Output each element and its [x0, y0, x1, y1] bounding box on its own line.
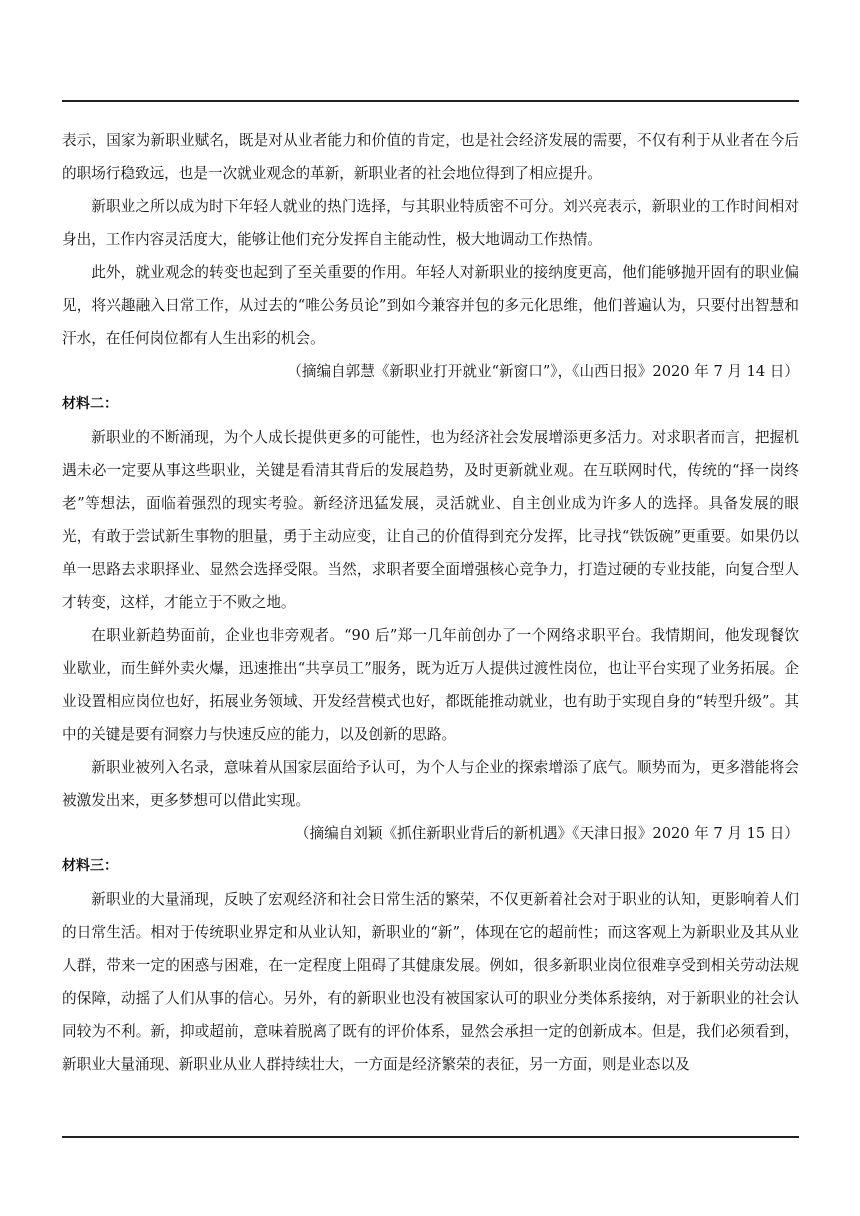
- source-citation: （摘编自郭慧《新职业打开就业“新窗口”》，《山西日报》2020 年 7 月 14 日）: [287, 363, 799, 380]
- paragraph: 新职业被列入名录，意味着从国家层面给予认可，为个人与企业的探索增添了底气。顺势而为，更多潜能将会被激发出来，更多梦想可以借此实现。: [62, 759, 799, 809]
- paragraph: 新职业的大量涌现，反映了宏观经济和社会日常生活的繁荣，不仅更新着社会对于职业的认知，更影响着人们的日常生活。相对于传统职业界定和从业认知，新职业的“新”，体现在它的超前性；而这客观上为新职业及其从业人群，带来一定的困惑与困难，在一定程度上阻碍了其健康发展。例如，很多新职业岗位很难享受到相关劳动法规的保障，动摇了人们从事的信心。另外，有的新职业也没有被国家认可的职业分类体系接纳，对于新职业的社会认同较为不利。新，抑或超前，意味着脱离了既有的评价体系，显然会承担一定的创新成本。但是，我们必须看到，新职业大量涌现、新职业从业人群持续壮大，一方面是经济繁荣的表征，另一方面，则是业态以及: [62, 891, 799, 1073]
- document-body: [62, 124, 799, 1081]
- footer-rule: [62, 1136, 799, 1138]
- section-heading-material-2: 材料二：: [62, 396, 118, 412]
- paragraph: 新职业的不断涌现，为个人成长提供更多的可能性，也为经济社会发展增添更多活力。对求职者而言，把握机遇未必一定要从事这些职业，关键是看清其背后的发展趋势，及时更新就业观。在互联网时代，传统的“择一岗终老”等想法，面临着强烈的现实考验。新经济迅猛发展，灵活就业、自主创业成为许多人的选择。具备发展的眼光，有敢于尝试新生事物的胆量，勇于主动应变，让自己的价值得到充分发挥，比寻找“铁饭碗”更重要。如果仍以单一思路去求职择业、显然会选择受限。当然，求职者要全面增强核心竞争力，打造过硬的专业技能，向复合型人才转变，这样，才能立于不败之地。: [62, 429, 799, 611]
- section-heading-material-3: 材料三：: [62, 858, 118, 874]
- paragraph: 新职业之所以成为时下年轻人就业的热门选择，与其职业特质密不可分。刘兴亮表示，新职业的工作时间相对身出，工作内容灵活度大，能够让他们充分发挥自主能动性，极大地调动工作热情。: [62, 198, 799, 248]
- paragraph: 此外，就业观念的转变也起到了至关重要的作用。年轻人对新职业的接纳度更高，他们能够抛开固有的职业偏见，将兴趣融入日常工作，从过去的“唯公务员论”到如今兼容并包的多元化思维，他们普遍认为，只要付出智慧和汗水，在任何岗位都有人生出彩的机会。: [62, 264, 799, 347]
- paragraph-continuation: 表示，国家为新职业赋名，既是对从业者能力和价值的肯定，也是社会经济发展的需要，不仅有利于从业者在今后的职场行稳致远，也是一次就业观念的革新，新职业者的社会地位得到了相应提升。: [62, 132, 799, 182]
- header-rule: [62, 100, 799, 102]
- source-citation: （摘编自刘颖《抓住新职业背后的新机遇》《天津日报》2020 年 7 月 15 日）: [294, 825, 799, 842]
- paragraph: 在职业新趋势面前，企业也非旁观者。“90 后”郑一几年前创办了一个网络求职平台。我情期间，他发现餐饮业歇业，而生鲜外卖火爆，迅速推出“共享员工”服务，既为近万人提供过渡性岗位，也让平台实现了业务拓展。企业设置相应岗位也好，拓展业务领域、开发经营模式也好，都既能推动就业，也有助于实现自身的“转型升级”。其中的关键是要有洞察力与快速反应的能力，以及创新的思路。: [62, 627, 799, 743]
